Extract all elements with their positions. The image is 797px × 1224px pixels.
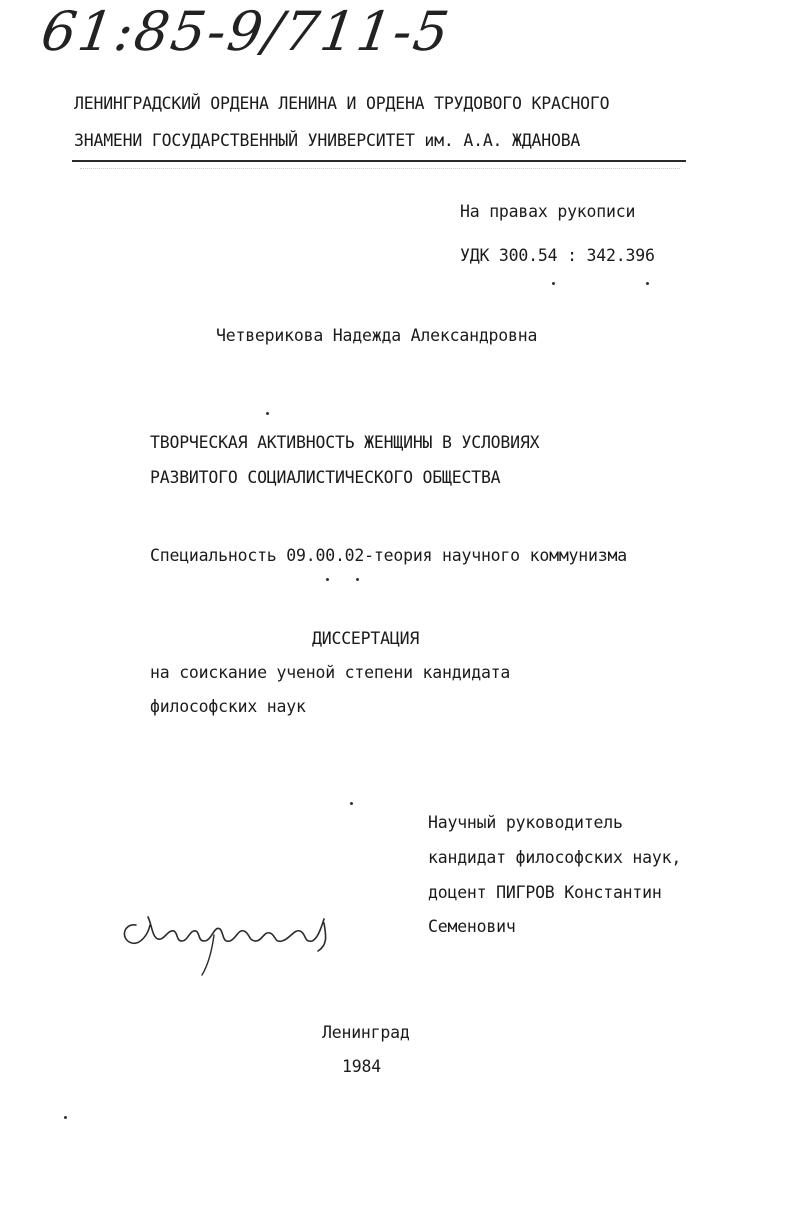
scan-speck [356, 578, 359, 581]
supervisor-line-1: Научный руководитель [428, 813, 623, 832]
scan-speck [646, 282, 649, 285]
handwritten-signature [118, 895, 348, 985]
title-line-1: ТВОРЧЕСКАЯ АКТИВНОСТЬ ЖЕНЩИНЫ В УСЛОВИЯХ [150, 433, 540, 452]
degree-line-1: на соискание ученой степени кандидата [150, 663, 511, 682]
supervisor-line-4: Семенович [428, 917, 516, 936]
author-name: Четверикова Надежда Александровна [216, 326, 538, 345]
scan-speck [326, 578, 329, 581]
header-rule [72, 160, 686, 162]
institution-line-2: ЗНАМЕНИ ГОСУДАРСТВЕННЫЙ УНИВЕРСИТЕТ им. А.А. ЖДАНОВА [74, 131, 581, 150]
city: Ленинград [322, 1023, 410, 1042]
degree-line-2: философских наук [150, 697, 306, 716]
work-type: ДИССЕРТАЦИЯ [312, 629, 420, 648]
scan-speck [266, 412, 269, 415]
year: 1984 [342, 1057, 381, 1076]
title-line-2: РАЗВИТОГО СОЦИАЛИСТИЧЕСКОГО ОБЩЕСТВА [150, 468, 501, 487]
handwritten-inventory-number: 61:85-9/711-5 [37, 0, 455, 63]
udk-code: УДК 300.54 : 342.396 [460, 246, 655, 265]
institution-line-1: ЛЕНИНГРАДСКИЙ ОРДЕНА ЛЕНИНА И ОРДЕНА ТРУДОВОГО КРАСНОГО [74, 94, 610, 113]
specialty: Специальность 09.00.02-теория научного коммунизма [150, 546, 627, 565]
supervisor-line-2: кандидат философских наук, [428, 848, 682, 867]
supervisor-line-3: доцент ПИГРОВ Константин [428, 883, 662, 902]
scan-speck [552, 282, 555, 285]
scan-speck [350, 802, 353, 805]
manuscript-note: На правах рукописи [460, 202, 636, 221]
header-dotted-trace [80, 168, 680, 175]
scan-speck [64, 1116, 67, 1119]
